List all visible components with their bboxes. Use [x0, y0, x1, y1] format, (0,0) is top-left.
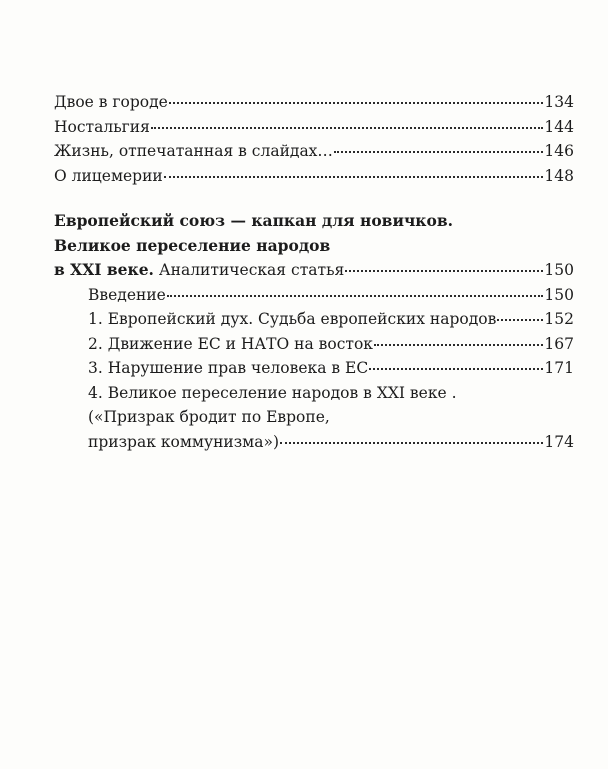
toc-entry [54, 90, 574, 115]
toc-subentry-line2: («Призрак бродит по Европе, [88, 408, 330, 426]
toc-entry-title: О лицемерии [54, 166, 163, 185]
toc-subentry-page: 167 [544, 334, 574, 353]
section-heading-line1: Европейский союз — капкан для новичков. [54, 211, 453, 230]
section-spacer [54, 188, 574, 209]
section-heading-line2: Великое переселение народов [54, 235, 331, 255]
toc-entry-title: Двое в городе [54, 93, 168, 111]
toc-subentry-page: 174 [544, 432, 574, 451]
toc-subentry-title: 3. Нарушение прав человека в ЕС [88, 359, 369, 377]
dot-leader [374, 343, 543, 346]
dot-leader [151, 126, 544, 129]
toc-subentry [54, 283, 574, 308]
toc-subentry-page: 152 [544, 310, 574, 328]
toc-entry-page: 144 [544, 117, 574, 136]
toc-subentry [54, 356, 574, 381]
table-of-contents [54, 90, 574, 454]
toc-subentry-title: Введение [88, 285, 166, 304]
section-page: 150 [544, 261, 574, 279]
section-heading-subtitle: Аналитическая статья [153, 261, 345, 279]
toc-entry-page: 134 [544, 93, 574, 111]
toc-entry-page: 148 [544, 166, 574, 185]
dot-leader [369, 367, 543, 370]
dot-leader [280, 441, 543, 444]
dot-leader [169, 101, 544, 104]
section-heading-bold-part: в XXI веке. [54, 260, 154, 279]
toc-subentry-title: 1. Европейский дух. Судьба европейских народов [88, 310, 497, 328]
section-heading-entry [54, 258, 574, 283]
toc-entry [54, 164, 574, 189]
dot-leader [167, 294, 544, 297]
dot-leader [334, 150, 543, 153]
toc-subentry-page: 150 [544, 285, 574, 304]
toc-subentry [54, 307, 574, 332]
toc-subentry-line1: 4. Великое переселение народов в XXI веке . [88, 383, 457, 402]
toc-entry-title: Ностальгия [54, 117, 150, 136]
toc-subentry-title: 2. Движение ЕС и НАТО на восток [88, 334, 373, 353]
toc-entry [54, 115, 574, 140]
toc-entry-page: 146 [544, 142, 574, 160]
toc-entry-title: Жизнь, отпечатанная в слайдах… [54, 142, 333, 160]
dot-leader [345, 269, 543, 272]
toc-subentry [54, 430, 574, 455]
toc-entry [54, 139, 574, 164]
dot-leader [497, 318, 543, 321]
section-heading-line3 [54, 258, 344, 283]
toc-subentry [54, 332, 574, 357]
toc-subentry-line3: призрак коммунизма») [88, 432, 280, 451]
dot-leader [164, 175, 544, 178]
toc-subentry-page: 171 [544, 359, 574, 377]
